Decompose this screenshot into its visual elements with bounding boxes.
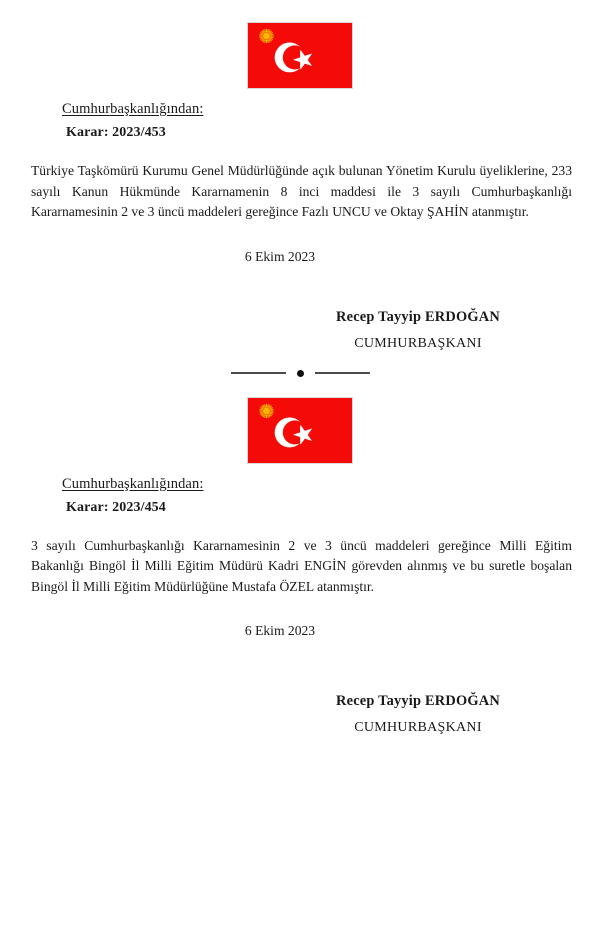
decree-date-1: 6 Ekim 2023 xyxy=(244,248,316,264)
decree-heading-2: Cumhurbaşkanlığından: xyxy=(62,475,204,492)
separator-rule-right xyxy=(315,372,370,374)
section-separator xyxy=(0,370,600,377)
signature-name-1: Recep Tayyip ERDOĞAN xyxy=(336,308,500,325)
signature-block-2 xyxy=(0,693,600,736)
decree-karar-1: Karar: 2023/453 xyxy=(66,125,166,140)
flag-graphic xyxy=(247,397,353,464)
signature-title-1: CUMHURBAŞKANI xyxy=(354,335,482,351)
turkish-flag-2 xyxy=(0,397,600,464)
decree-body-1: Türkiye Taşkömürü Kurumu Genel Müdürlüğünde açık bulunan Yönetim Kurulu üyeliklerine, 233 sayılı Kanun Hükmünde Kararnamenin 8 inci maddesi ile 3 sayılı Cumhurbaşkanlığı Kararnamesinin 2 ve 3 üncü maddeleri gereğince Fazlı UNCU ve Oktay ŞAHİN atanmıştır. xyxy=(31,163,572,219)
separator-rule-left xyxy=(231,372,286,374)
decree-date-2: 6 Ekim 2023 xyxy=(244,623,316,638)
decree-karar-2: Karar: 2023/454 xyxy=(66,499,166,515)
signature-name-2: Recep Tayyip ERDOĞAN xyxy=(336,693,500,709)
turkish-flag-1 xyxy=(0,22,600,89)
flag-graphic xyxy=(247,22,353,89)
decree-body-2: 3 sayılı Cumhurbaşkanlığı Kararnamesinin 2 ve 3 üncü maddeleri gereğince Milli Eğitim Bakanlığı Bingöl İl Milli Eğitim Müdürü Kadri ENGİN görevden alınmış ve bu suretle boşalan Bingöl İl Milli Eğitim Müdürlüğüne Mustafa ÖZEL atanmıştır. xyxy=(31,537,572,594)
separator-dot-icon xyxy=(297,370,304,377)
signature-block-1 xyxy=(0,309,600,352)
decree-heading-1: Cumhurbaşkanlığından: xyxy=(62,101,204,117)
signature-title-2: CUMHURBAŞKANI xyxy=(354,720,482,735)
